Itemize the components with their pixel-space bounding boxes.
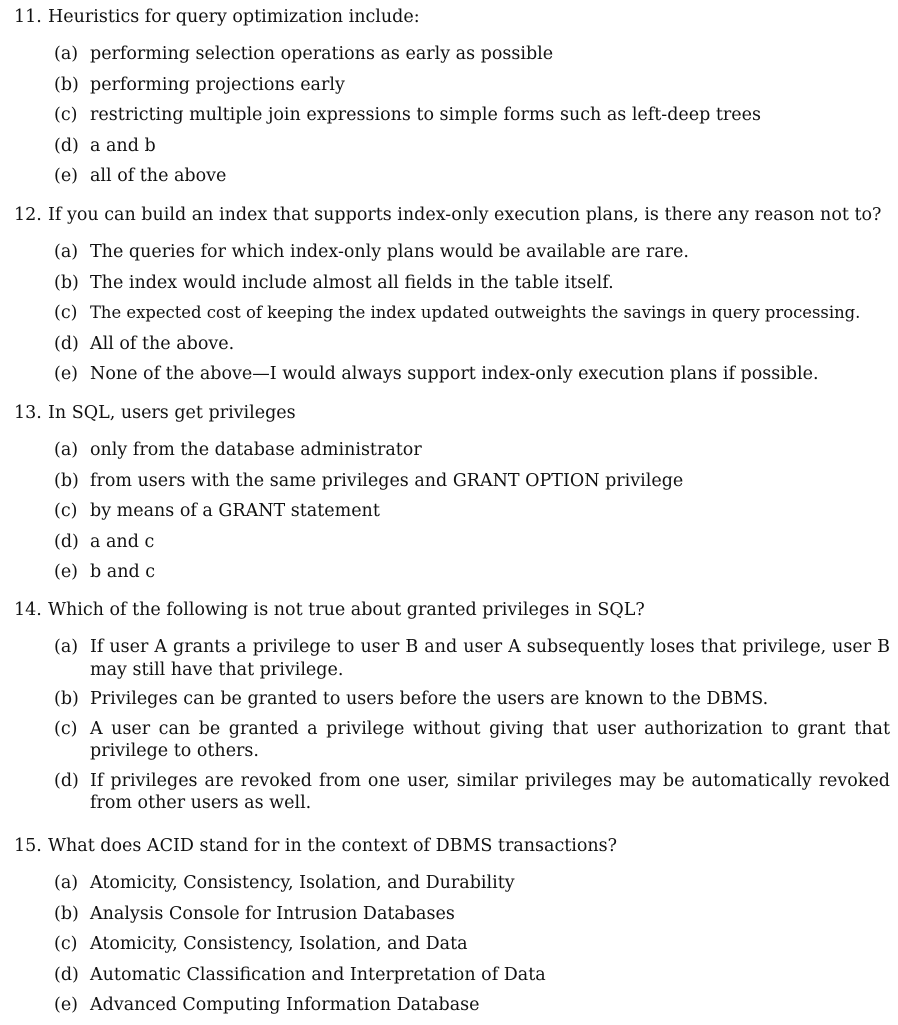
question-number: 11. [14,7,42,27]
option-c [54,500,890,523]
option-d [54,770,890,815]
question-stem [14,6,890,28]
option-label: (b) [54,272,79,293]
option-label: (b) [54,74,79,95]
option-label: (a) [54,440,79,460]
option-list [54,872,890,1017]
question-number: 12. [14,205,42,225]
option-text: The queries for which index-only plans would be available are rare. [90,242,689,262]
option-label: (a) [54,637,79,657]
question-text: Heuristics for query optimization include: [48,7,420,27]
option-text: Advanced Computing Information Database [90,995,480,1015]
option-text: restricting multiple join expressions to simple forms such as left-deep trees [90,105,761,125]
question-stem [14,599,890,621]
option-d [54,333,890,356]
option-text: A user can be granted a privilege without giving that user authorization to grant that privilege to others. [90,718,890,761]
option-label: (d) [54,333,79,354]
option-text: Privileges can be granted to users before the users are known to the DBMS. [90,689,769,709]
question-11 [14,6,890,196]
option-text: by means of a GRANT statement [90,501,380,521]
option-text: performing projections early [90,74,345,95]
option-c [54,933,890,956]
option-b [54,272,890,295]
option-b [54,903,890,926]
option-text: all of the above [90,166,227,186]
option-label: (d) [54,964,79,985]
option-a [54,872,890,895]
option-text: Automatic Classification and Interpretation of Data [90,964,546,985]
option-text: performing selection operations as early as possible [90,44,554,64]
option-label: (c) [54,934,78,954]
question-text: What does ACID stand for in the context of DBMS transactions? [48,836,618,856]
option-label: (b) [54,470,79,491]
option-e [54,363,890,386]
question-14 [14,599,890,822]
option-text: Atomicity, Consistency, Isolation, and Durability [90,873,515,893]
question-text: If you can build an index that supports index-only execution plans, is there any reason not to? [48,205,882,225]
option-label: (a) [54,873,79,893]
option-label: (e) [54,562,79,582]
option-label: (c) [54,501,78,521]
option-list [54,241,890,386]
option-label: (e) [54,166,79,186]
option-a [54,43,890,66]
option-b [54,688,890,711]
option-d [54,964,890,987]
option-text: Analysis Console for Intrusion Databases [90,903,455,924]
question-number: 13. [14,403,42,423]
option-e [54,165,890,188]
question-text: Which of the following is not true about granted privileges in SQL? [48,600,645,620]
option-text: If user A grants a privilege to user B and user A subsequently loses that privilege, user B may still have that privilege. [90,637,890,680]
option-list [54,439,890,584]
option-text: a and b [90,135,156,156]
option-label: (d) [54,531,79,552]
question-13 [14,402,890,592]
option-label: (e) [54,995,79,1015]
option-text: The index would include almost all fields in the table itself. [90,272,614,293]
option-text: The expected cost of keeping the index updated outweights the savings in query processing. [90,303,861,322]
option-d [54,531,890,554]
question-stem [14,204,890,226]
question-number: 14. [14,600,42,620]
question-stem [14,835,890,857]
option-a [54,241,890,264]
option-label: (a) [54,44,79,64]
option-e [54,994,890,1017]
option-b [54,470,890,493]
option-label: (e) [54,364,79,384]
option-text: None of the above—I would always support index-only execution plans if possible. [90,364,819,384]
option-label: (c) [54,718,78,739]
option-label: (c) [54,303,78,323]
option-label: (c) [54,105,78,125]
option-text: Atomicity, Consistency, Isolation, and Data [90,934,468,954]
option-text: from users with the same privileges and GRANT OPTION privilege [90,470,684,491]
option-text: only from the database administrator [90,440,422,460]
option-list [54,636,890,815]
question-15 [14,835,890,1025]
option-label: (b) [54,689,79,709]
question-stem [14,402,890,424]
option-label: (a) [54,242,79,262]
option-text: All of the above. [90,333,235,354]
option-label: (d) [54,135,79,156]
question-number: 15. [14,836,42,856]
option-label: (b) [54,903,79,924]
option-text: b and c [90,562,156,582]
question-12 [14,204,890,394]
option-c [54,718,890,763]
option-b [54,74,890,97]
option-a [54,439,890,462]
option-e [54,561,890,584]
option-a [54,636,890,681]
option-list [54,43,890,188]
question-text: In SQL, users get privileges [48,403,296,423]
option-text: a and c [90,531,155,552]
option-c [54,302,890,325]
option-d [54,135,890,158]
option-label: (d) [54,770,79,791]
option-c [54,104,890,127]
option-text: If privileges are revoked from one user, similar privileges may be automatically revoked from other users as well. [90,770,890,813]
